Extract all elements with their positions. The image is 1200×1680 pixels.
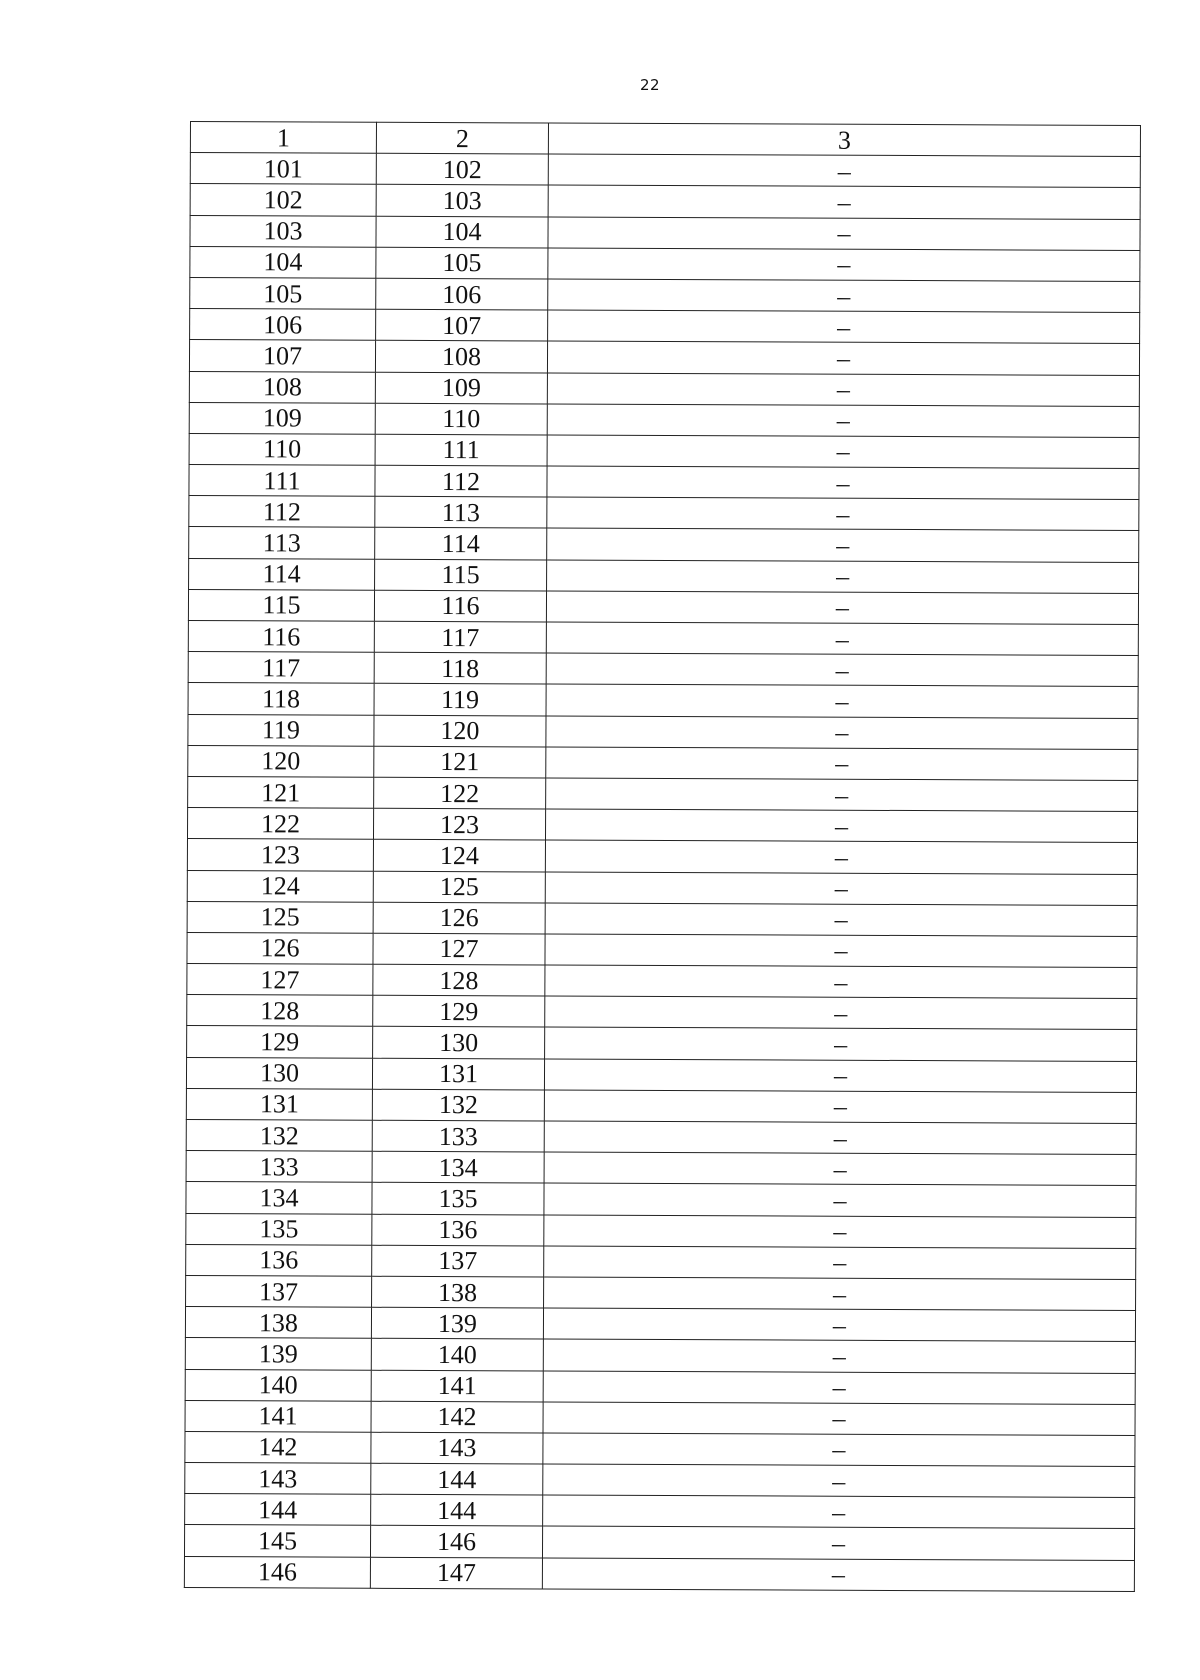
table-cell-col-2: 140 xyxy=(371,1339,543,1371)
table-row xyxy=(188,589,1138,624)
table-cell-col-1: 134 xyxy=(186,1182,372,1214)
table-cell-col-2: 117 xyxy=(374,621,546,653)
table-cell-col-1: 102 xyxy=(190,184,376,216)
table-cell-col-1: 144 xyxy=(185,1494,371,1526)
table-row xyxy=(185,1431,1135,1466)
table-cell-col-2: 116 xyxy=(374,590,546,622)
table-cell-col-3: – xyxy=(547,497,1139,531)
table-cell-col-2: 139 xyxy=(371,1307,543,1339)
table-cell-col-1: 121 xyxy=(188,776,374,808)
table-cell-col-3: – xyxy=(547,560,1139,594)
table-row xyxy=(186,1088,1136,1123)
table-cell-col-3: – xyxy=(544,1152,1136,1186)
table-cell-col-2: 143 xyxy=(371,1432,543,1464)
table-cell-col-1: 138 xyxy=(185,1307,371,1339)
table-cell-col-3: – xyxy=(545,840,1137,874)
table-cell-col-1: 108 xyxy=(189,371,375,403)
table-cell-col-2: 125 xyxy=(373,871,545,903)
table-cell-col-3: – xyxy=(547,435,1139,469)
table-cell-col-1: 135 xyxy=(186,1213,372,1245)
table-cell-col-2: 106 xyxy=(376,278,548,310)
table-row xyxy=(189,496,1139,531)
table-row xyxy=(187,839,1137,874)
table-cell-col-3: – xyxy=(548,185,1140,219)
table-cell-col-3: – xyxy=(548,279,1140,313)
table-cell-col-2: 109 xyxy=(375,372,547,404)
table-cell-col-3: – xyxy=(545,965,1137,999)
table-cell-col-2: 122 xyxy=(374,777,546,809)
table-cell-col-3: – xyxy=(543,1308,1135,1342)
table-cell-col-2: 119 xyxy=(374,684,546,716)
table-row xyxy=(186,1057,1136,1092)
table-row xyxy=(185,1400,1135,1435)
table-cell-col-2: 141 xyxy=(371,1370,543,1402)
table-cell-col-1: 112 xyxy=(189,496,375,528)
table-cell-col-2: 112 xyxy=(375,465,547,497)
table-cell-col-1: 118 xyxy=(188,683,374,715)
table-row xyxy=(186,1119,1136,1154)
table-cell-col-3: – xyxy=(543,1464,1135,1498)
table-row xyxy=(190,309,1140,344)
table-cell-col-2: 146 xyxy=(370,1526,542,1558)
table-cell-col-2: 136 xyxy=(372,1214,544,1246)
table-cell-col-2: 133 xyxy=(372,1120,544,1152)
table-cell-col-3: – xyxy=(546,716,1138,750)
table-cell-col-1: 137 xyxy=(186,1275,372,1307)
table-cell-col-1: 131 xyxy=(186,1088,372,1120)
table-cell-col-2: 120 xyxy=(374,715,546,747)
table-cell-col-3: – xyxy=(547,341,1139,375)
table-cell-col-1: 145 xyxy=(184,1525,370,1557)
table-row xyxy=(186,1182,1136,1217)
table-cell-col-3: – xyxy=(548,217,1140,251)
table-row xyxy=(188,714,1138,749)
table-row xyxy=(189,433,1139,468)
table-cell-col-3: – xyxy=(545,934,1137,968)
table-cell-col-1: 123 xyxy=(187,839,373,871)
table-cell-col-2: 113 xyxy=(375,497,547,529)
table-cell-col-3: – xyxy=(545,996,1137,1030)
table-cell-col-1: 116 xyxy=(188,620,374,652)
table-cell-col-2: 102 xyxy=(376,153,548,185)
table-row xyxy=(184,1525,1134,1560)
table-row xyxy=(189,402,1139,437)
table-cell-col-2: 147 xyxy=(370,1557,542,1589)
table-row xyxy=(186,1213,1136,1248)
table-row xyxy=(190,277,1140,312)
table-cell-col-3: – xyxy=(544,1183,1136,1217)
table-cell-col-3: – xyxy=(546,684,1138,718)
table-cell-col-2: 118 xyxy=(374,652,546,684)
table-cell-col-2: 144 xyxy=(371,1495,543,1527)
table-cell-col-2: 124 xyxy=(373,840,545,872)
table-cell-col-1: 143 xyxy=(185,1463,371,1495)
table-cell-col-1: 120 xyxy=(188,745,374,777)
table-cell-col-3: – xyxy=(543,1495,1135,1529)
table-cell-col-3: – xyxy=(545,871,1137,905)
table-cell-col-2: 137 xyxy=(372,1245,544,1277)
table-row xyxy=(190,215,1140,250)
table-cell-col-2: 110 xyxy=(375,403,547,435)
table-cell-col-2: 138 xyxy=(372,1276,544,1308)
table-cell-col-1: 127 xyxy=(187,964,373,996)
table-row xyxy=(188,620,1138,655)
table-cell-col-1: 104 xyxy=(190,246,376,278)
table-cell-col-2: 103 xyxy=(376,185,548,217)
table-cell-col-1: 122 xyxy=(187,808,373,840)
table-row xyxy=(188,745,1138,780)
table-cell-col-2: 127 xyxy=(373,933,545,965)
table-cell-col-2: 135 xyxy=(372,1183,544,1215)
table-cell-col-2: 130 xyxy=(373,1027,545,1059)
table-cell-col-3: – xyxy=(547,404,1139,438)
table-cell-col-2: 111 xyxy=(375,434,547,466)
table-cell-col-2: 144 xyxy=(371,1463,543,1495)
table-cell-col-1: 106 xyxy=(190,309,376,341)
table-row xyxy=(185,1494,1135,1529)
table-cell-col-3: – xyxy=(543,1433,1135,1467)
table-cell-col-1: 101 xyxy=(190,153,376,185)
table-row xyxy=(185,1369,1135,1404)
table-row xyxy=(185,1463,1135,1498)
table-row xyxy=(190,246,1140,281)
table-cell-col-3: – xyxy=(547,466,1139,500)
table-row xyxy=(186,1151,1136,1186)
table-cell-col-1: 136 xyxy=(186,1244,372,1276)
table-cell-col-2: 132 xyxy=(372,1089,544,1121)
table-row xyxy=(188,776,1138,811)
table-cell-col-3: – xyxy=(545,809,1137,843)
table-cell-col-3: – xyxy=(547,372,1139,406)
table-row xyxy=(186,1244,1136,1279)
table-cell-col-2: 131 xyxy=(372,1058,544,1090)
table-cell-col-2: 108 xyxy=(375,341,547,373)
table-cell-col-1: 141 xyxy=(185,1400,371,1432)
table-row xyxy=(186,1275,1136,1310)
table-row xyxy=(189,527,1139,562)
table-cell-col-1: 114 xyxy=(189,558,375,590)
table-cell-col-1: 110 xyxy=(189,433,375,465)
table-row xyxy=(189,371,1139,406)
table-cell-col-2: 129 xyxy=(373,996,545,1028)
table-cell-col-2: 107 xyxy=(376,309,548,341)
table-cell-col-3: – xyxy=(545,1027,1137,1061)
table-cell-col-3: – xyxy=(542,1558,1134,1592)
page-number: 22 xyxy=(639,76,661,94)
table-cell-col-3: – xyxy=(545,903,1137,937)
table-row xyxy=(185,1338,1135,1373)
table-cell-col-1: 107 xyxy=(189,340,375,372)
table-row xyxy=(189,340,1139,375)
header-cell-col-3: 3 xyxy=(548,123,1140,157)
table-cell-col-3: – xyxy=(546,622,1138,656)
table-cell-col-3: – xyxy=(546,778,1138,812)
table-cell-col-1: 133 xyxy=(186,1151,372,1183)
table-cell-col-1: 105 xyxy=(190,277,376,309)
table-cell-col-3: – xyxy=(544,1121,1136,1155)
table-cell-col-1: 129 xyxy=(187,1026,373,1058)
table-cell-col-1: 117 xyxy=(188,652,374,684)
table-cell-col-1: 103 xyxy=(190,215,376,247)
table-cell-col-1: 113 xyxy=(189,527,375,559)
table-row xyxy=(187,995,1137,1030)
table-cell-col-3: – xyxy=(544,1090,1136,1124)
table-cell-col-3: – xyxy=(542,1526,1134,1560)
table-row xyxy=(190,153,1140,188)
table-cell-col-1: 111 xyxy=(189,465,375,497)
table-cell-col-2: 123 xyxy=(373,808,545,840)
table-cell-col-1: 146 xyxy=(184,1556,370,1588)
table-cell-col-2: 115 xyxy=(375,559,547,591)
table-cell-col-3: – xyxy=(547,528,1139,562)
table-cell-col-3: – xyxy=(544,1277,1136,1311)
table-row xyxy=(188,652,1138,687)
table-cell-col-2: 105 xyxy=(376,247,548,279)
table-cell-col-3: – xyxy=(543,1370,1135,1404)
table-cell-col-1: 125 xyxy=(187,901,373,933)
table-row xyxy=(184,1556,1134,1591)
table-cell-col-2: 121 xyxy=(374,746,546,778)
table-row xyxy=(187,808,1137,843)
table-cell-col-2: 104 xyxy=(376,216,548,248)
table-row xyxy=(190,184,1140,219)
table-cell-col-2: 114 xyxy=(375,528,547,560)
table-cell-col-2: 128 xyxy=(373,964,545,996)
table-cell-col-3: – xyxy=(546,591,1138,625)
table-cell-col-2: 134 xyxy=(372,1151,544,1183)
table-cell-col-1: 142 xyxy=(185,1431,371,1463)
table-cell-col-1: 124 xyxy=(187,870,373,902)
table-cell-col-1: 130 xyxy=(186,1057,372,1089)
table-cell-col-3: – xyxy=(548,248,1140,282)
table-row xyxy=(187,932,1137,967)
table-cell-col-1: 139 xyxy=(185,1338,371,1370)
table-row xyxy=(185,1307,1135,1342)
table-cell-col-1: 132 xyxy=(186,1119,372,1151)
table-cell-col-3: – xyxy=(543,1339,1135,1373)
table-cell-col-1: 119 xyxy=(188,714,374,746)
data-table xyxy=(184,121,1141,1592)
table-row xyxy=(189,465,1139,500)
table-cell-col-3: – xyxy=(546,747,1138,781)
table-cell-col-2: 126 xyxy=(373,902,545,934)
table-body xyxy=(184,122,1140,1592)
table-cell-col-3: – xyxy=(546,653,1138,687)
table-row xyxy=(189,558,1139,593)
table-cell-col-1: 126 xyxy=(187,932,373,964)
header-cell-col-1: 1 xyxy=(190,122,376,154)
table-cell-col-1: 115 xyxy=(188,589,374,621)
table-row xyxy=(187,901,1137,936)
table-cell-col-3: – xyxy=(544,1059,1136,1093)
table-row xyxy=(187,1026,1137,1061)
table-cell-col-3: – xyxy=(548,154,1140,188)
table-cell-col-1: 140 xyxy=(185,1369,371,1401)
table-row xyxy=(188,683,1138,718)
table-cell-col-1: 109 xyxy=(189,402,375,434)
table-cell-col-3: – xyxy=(544,1215,1136,1249)
table-cell-col-3: – xyxy=(548,310,1140,344)
table-cell-col-1: 128 xyxy=(187,995,373,1027)
table-row xyxy=(187,964,1137,999)
header-cell-col-2: 2 xyxy=(376,122,548,154)
table-header-row xyxy=(190,122,1140,157)
table-row xyxy=(187,870,1137,905)
table-cell-col-3: – xyxy=(543,1402,1135,1436)
table-cell-col-2: 142 xyxy=(371,1401,543,1433)
table-cell-col-3: – xyxy=(544,1246,1136,1280)
